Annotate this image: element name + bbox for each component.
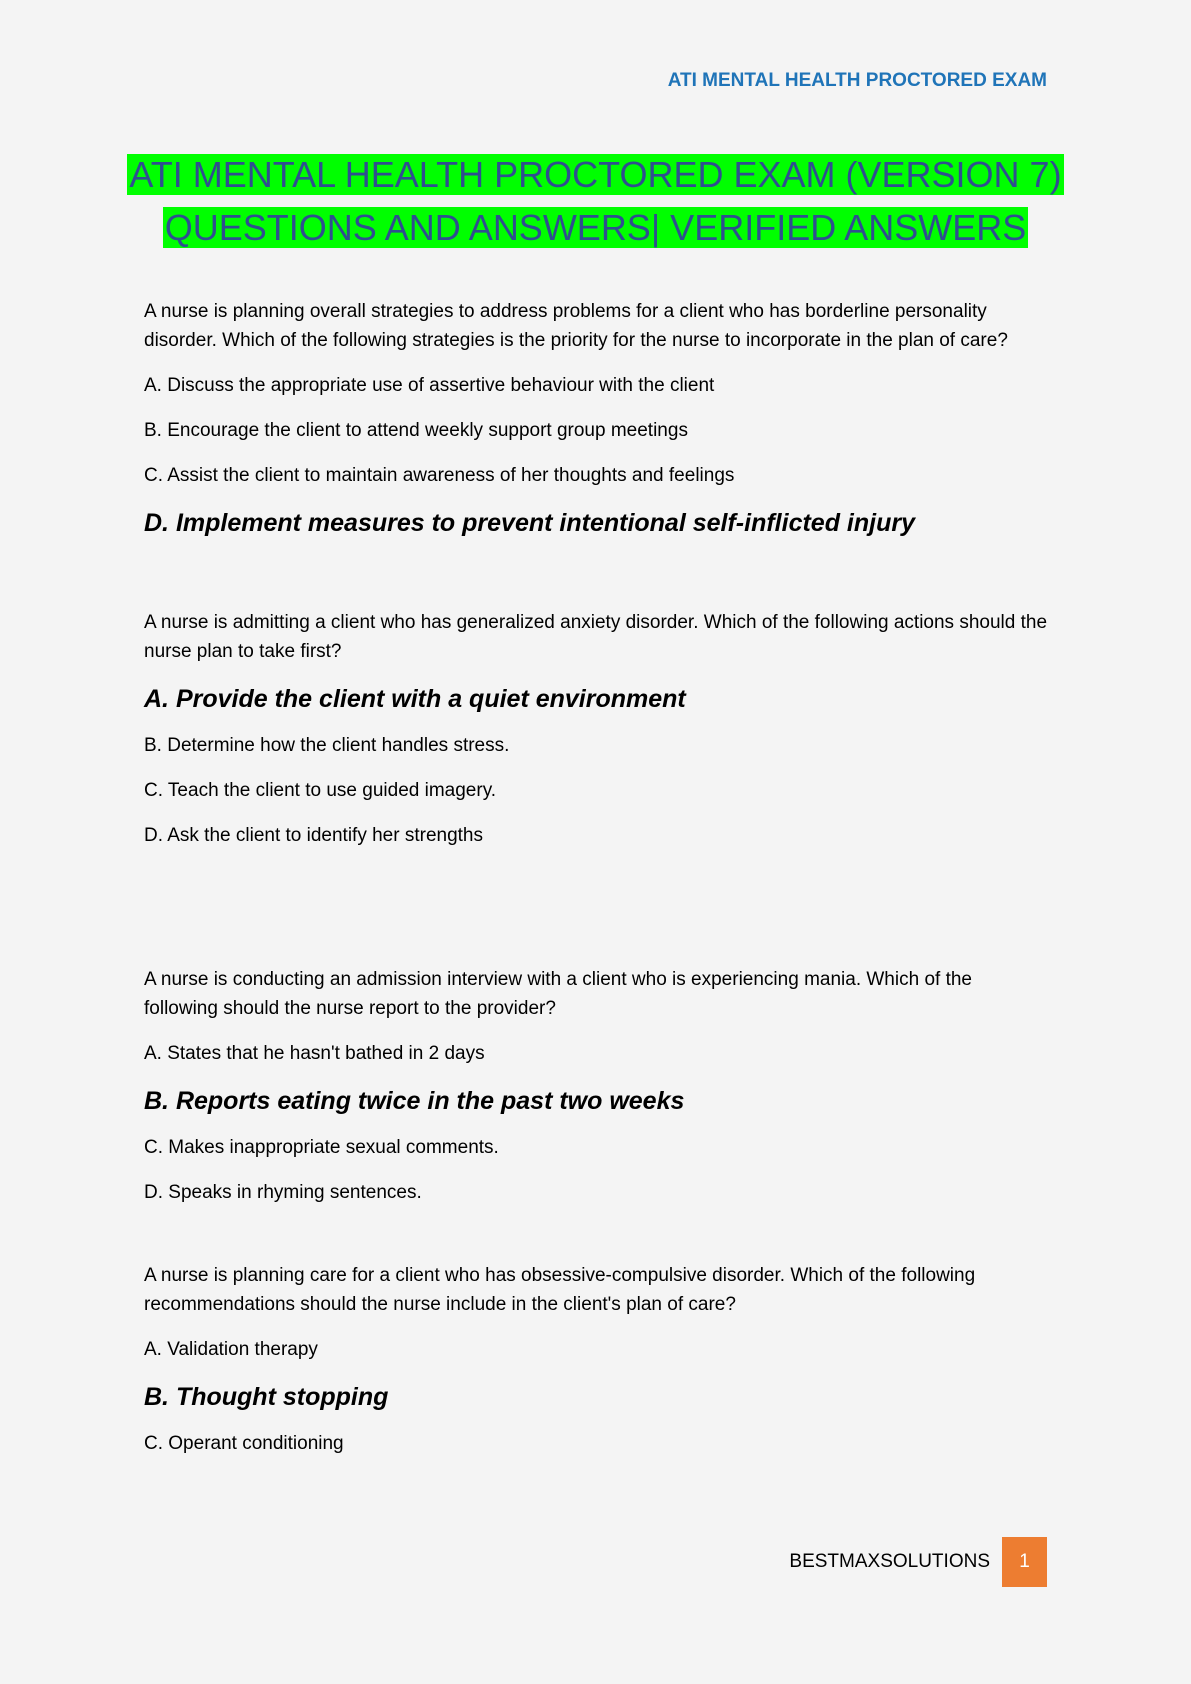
page-footer xyxy=(789,1537,1047,1587)
answer-option: C. Operant conditioning xyxy=(144,1433,344,1454)
answer-option: D. Ask the client to identify her strengths xyxy=(144,825,484,846)
answer-option: D. Speaks in rhyming sentences. xyxy=(144,1182,422,1203)
correct-answer: D. Implement measures to prevent intentional self-inflicted injury xyxy=(144,509,915,537)
answer-option: A. Validation therapy xyxy=(144,1339,318,1360)
correct-answer: A. Provide the client with a quiet environment xyxy=(144,685,686,713)
correct-answer: B. Reports eating twice in the past two weeks xyxy=(144,1087,685,1115)
answer-option: B. Encourage the client to attend weekly support group meetings xyxy=(144,420,688,441)
footer-brand: BESTMAXSOLUTIONS xyxy=(789,1551,990,1572)
question-block xyxy=(144,608,1049,850)
questions-body xyxy=(144,297,1049,1474)
answer-option: C. Assist the client to maintain awareness of her thoughts and feelings xyxy=(144,465,735,486)
question-stem: A nurse is planning care for a client who has obsessive-compulsive disorder. Which of the following recommendations should the nurse include in the client's plan of care? xyxy=(144,1265,976,1315)
question-stem: A nurse is conducting an admission interview with a client who is experiencing mania. Which of the following should the nurse report to the provider? xyxy=(144,969,972,1019)
answer-option: C. Makes inappropriate sexual comments. xyxy=(144,1137,499,1158)
answer-option: A. Discuss the appropriate use of assertive behaviour with the client xyxy=(144,375,715,396)
question-block xyxy=(144,1261,1049,1458)
question-block xyxy=(144,965,1049,1207)
document-title xyxy=(0,148,1191,254)
running-header: ATI MENTAL HEALTH PROCTORED EXAM xyxy=(667,70,1047,91)
answer-option: B. Determine how the client handles stress. xyxy=(144,735,510,756)
question-stem: A nurse is admitting a client who has generalized anxiety disorder. Which of the following actions should the nurse plan to take first? xyxy=(144,612,1048,662)
answer-option: C. Teach the client to use guided imagery. xyxy=(144,780,497,801)
answer-option: A. States that he hasn't bathed in 2 days xyxy=(144,1043,485,1064)
page-number-badge: 1 xyxy=(1002,1537,1047,1587)
question-stem: A nurse is planning overall strategies to address problems for a client who has borderline personality disorder. Which of the following strategies is the priority for the nurse to incorporate in the plan of care? xyxy=(144,301,1008,351)
question-block xyxy=(144,297,1049,540)
title-line-1: ATI MENTAL HEALTH PROCTORED EXAM (VERSION 7) xyxy=(129,154,1062,195)
title-line-2: QUESTIONS AND ANSWERS| VERIFIED ANSWERS xyxy=(164,207,1027,248)
correct-answer: B. Thought stopping xyxy=(144,1383,389,1411)
